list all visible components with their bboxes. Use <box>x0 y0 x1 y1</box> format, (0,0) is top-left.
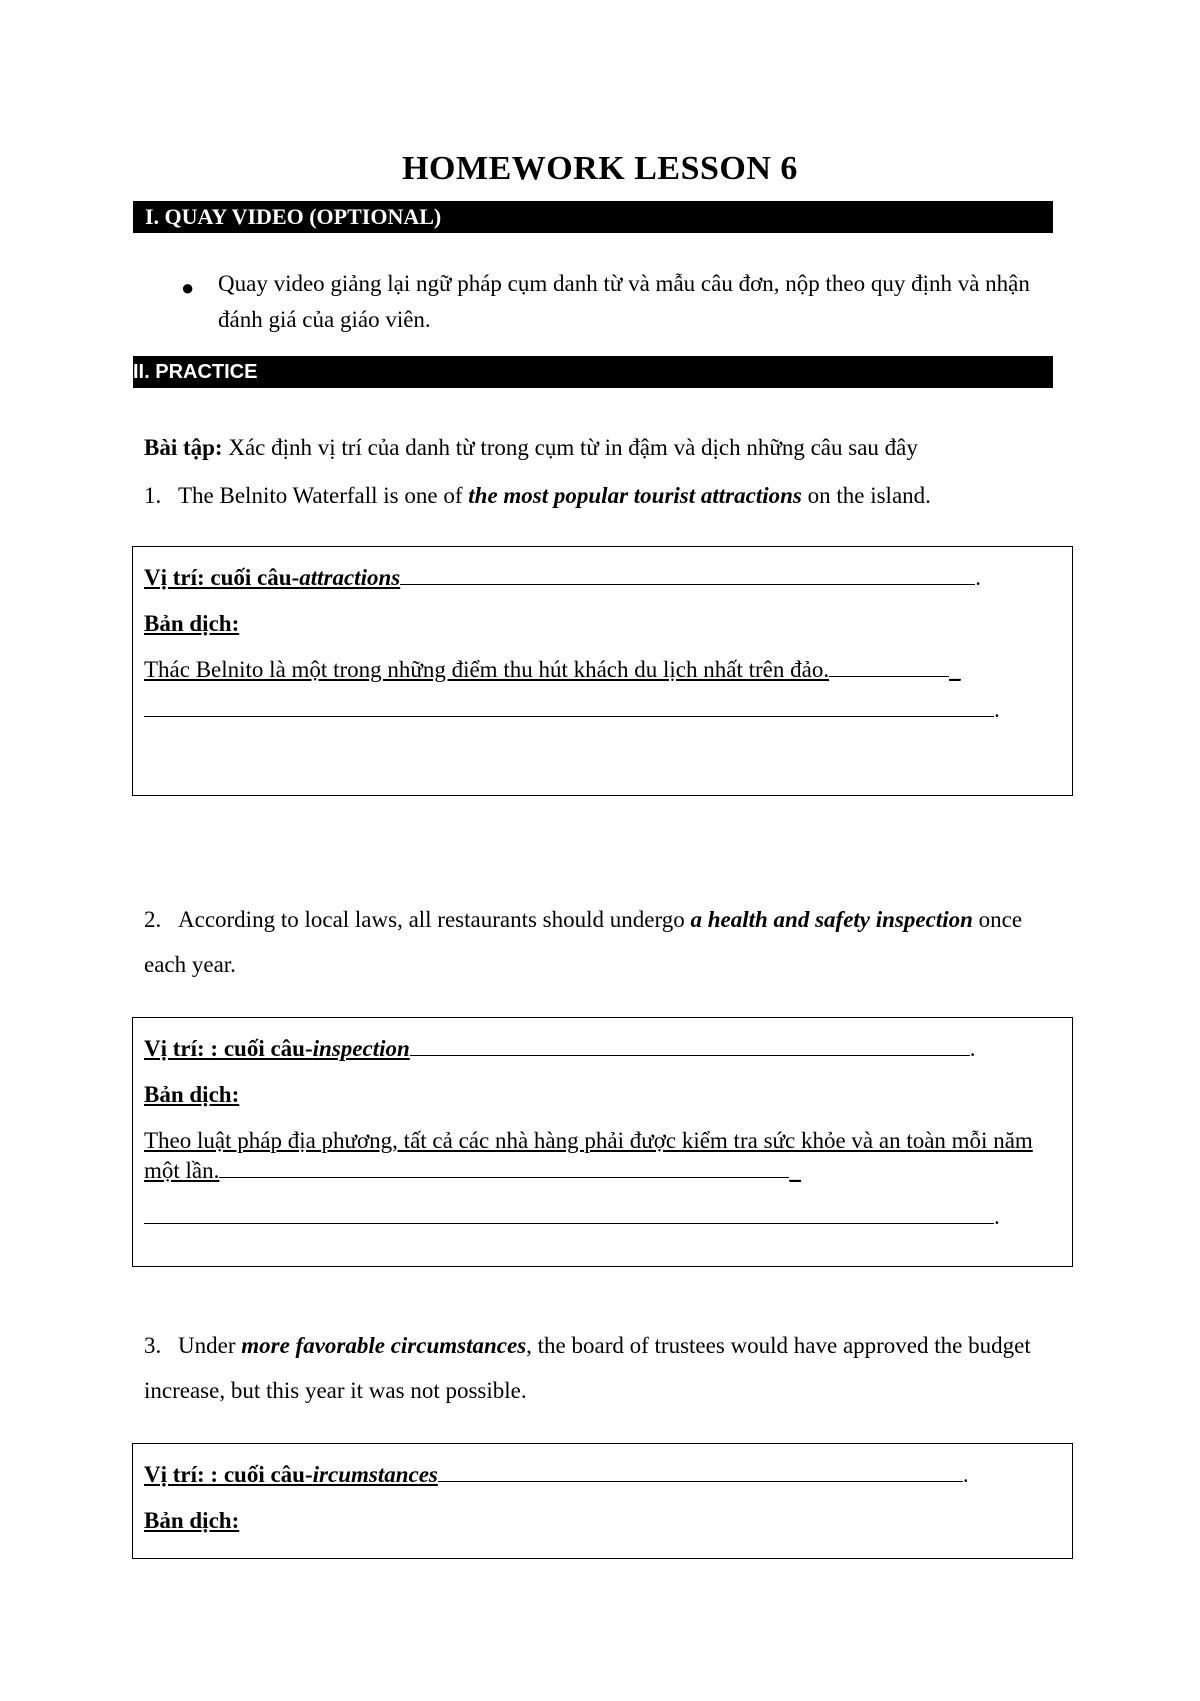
question-text-after: , the board of trustees would have approved the budget increase, but this year it was not possible. <box>144 1333 1031 1403</box>
translation-label: Bản dịch: <box>144 1082 240 1107</box>
position-text: : cuối câu- <box>210 1462 313 1487</box>
question-2 <box>144 897 1044 987</box>
question-text-after: on the island. <box>801 483 931 508</box>
answer-box-2[interactable] <box>132 1017 1073 1267</box>
blank-line <box>410 1037 970 1056</box>
question-text-before: According to local laws, all restaurants should undergo <box>178 907 691 932</box>
question-text-before: The Belnito Waterfall is one of <box>178 483 469 508</box>
question-highlight: the most popular tourist attractions <box>468 483 802 508</box>
position-label: Vị trí: <box>144 1462 211 1487</box>
exercise-intro <box>144 435 918 461</box>
noun-term: ircumstances <box>312 1462 438 1487</box>
translation-label: Bản dịch: <box>144 611 240 636</box>
position-text: cuối câu- <box>210 565 300 590</box>
question-number: 2. <box>144 907 162 932</box>
blank-line <box>219 1159 789 1178</box>
question-number: 1. <box>144 483 162 508</box>
position-text: : cuối câu- <box>210 1036 313 1061</box>
position-line <box>144 1036 976 1062</box>
answer-box-3[interactable] <box>132 1443 1073 1559</box>
question-3 <box>144 1323 1044 1413</box>
blank-line <box>829 658 949 677</box>
position-label: Vị trí: <box>144 565 211 590</box>
end-period: . <box>975 565 981 590</box>
page-title: HOMEWORK LESSON 6 <box>402 150 798 187</box>
translation-label: Bản dịch: <box>144 1508 240 1533</box>
position-label: Vị trí: <box>144 1036 211 1061</box>
translation-text: Theo luật pháp địa phương, tất cả các nhà hàng phải được kiểm tra sức khỏe và an toàn mỗi năm một lần. _ <box>144 1128 1033 1183</box>
translation-text: Thác Belnito là một trong những điểm thu hút khách du lịch nhất trên đảo. _ <box>144 657 961 682</box>
noun-term: inspection <box>312 1036 410 1061</box>
question-number: 3. <box>144 1333 162 1358</box>
extra-blank-line: . <box>144 697 1000 723</box>
noun-term: attractions <box>299 565 401 590</box>
bullet-icon: ● <box>181 275 195 300</box>
blank-line <box>438 1463 963 1482</box>
position-line <box>144 1462 969 1488</box>
exercise-instruction: Xác định vị trí của danh từ trong cụm từ in đậm và dịch những câu sau đây <box>222 435 918 460</box>
question-1 <box>144 473 1044 518</box>
video-instruction: Quay video giảng lại ngữ pháp cụm danh từ và mẫu câu đơn, nộp theo quy định và nhận đánh giá của giáo viên. <box>218 271 1030 332</box>
exercise-label: Bài tập: <box>144 435 223 460</box>
extra-blank-line: . <box>144 1204 1000 1230</box>
question-text-before: Under <box>178 1333 242 1358</box>
question-text-after: once each year. <box>144 907 1023 977</box>
section-heading-practice: II. PRACTICE <box>133 356 1053 388</box>
position-line <box>144 565 981 591</box>
question-highlight: more favorable circumstances <box>241 1333 527 1358</box>
end-period: . <box>962 1462 969 1487</box>
blank-line <box>400 566 975 585</box>
section-heading-video: I. QUAY VIDEO (OPTIONAL) <box>133 201 1053 233</box>
question-highlight: a health and safety inspection <box>690 907 973 932</box>
end-period: . <box>969 1036 976 1061</box>
answer-box-1[interactable] <box>132 546 1073 796</box>
